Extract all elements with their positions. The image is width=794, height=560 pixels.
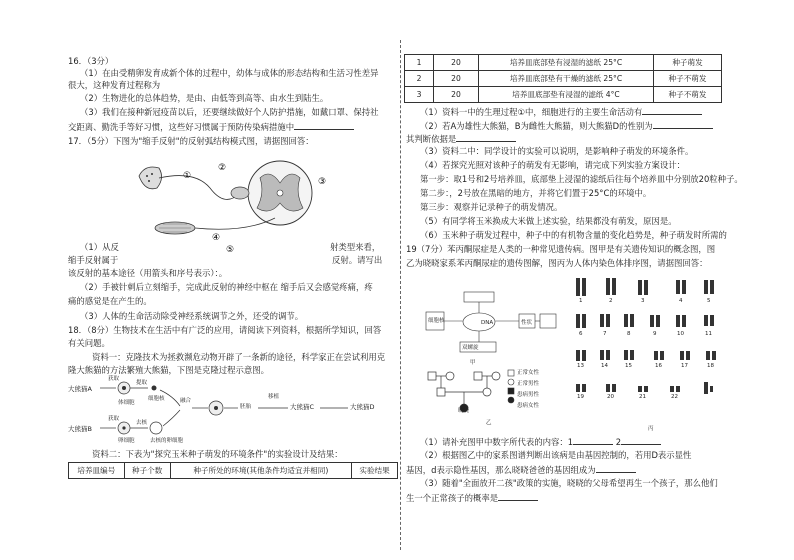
q18b-line6: 第一步：取1号和2号培养皿，底部垫上浸湿的滤纸后往每个培养皿中分别放20粒种子。 xyxy=(420,174,743,184)
q18b-line1: （1）资料一中的生理过程①中，细胞进行的主要生命活动有 xyxy=(420,106,702,118)
answer-blank[interactable] xyxy=(653,120,713,129)
q16-title: 16．（3分） xyxy=(68,56,114,66)
th-environment: 种子所处的环境(其他条件均适宜并相同) xyxy=(170,463,352,479)
q18b-line9: （5）有同学将玉米换成大米做上述实验，结果都没有萌发，原因是。 xyxy=(420,216,677,226)
answer-blank[interactable] xyxy=(596,464,636,473)
q18b-line10: （6）玉米种子萌发过程中，种子中的有机物含量的变化趋势是，种子萌发时所需的 xyxy=(420,230,727,240)
label-4: ④ xyxy=(212,233,221,243)
table-row: 2 20 培养皿底部垫有干燥的滤纸 25°C 种子不萌发 xyxy=(405,71,722,87)
get-label-1: 获取 xyxy=(108,376,120,382)
fig-yi-label: 乙 xyxy=(486,420,492,426)
q18b-line4: （3）资料二中：同学设计的实验可以说明，是影响种子萌发的环境条件。 xyxy=(420,146,694,156)
q16-line2: 很大，这种发育过程称为 xyxy=(68,80,161,90)
exam-page: 16．（3分） （1）在由受精卵发育成新个体的过程中，幼体与成体的形态结构和生活习性差异 很大，这种发育过程称为 （2）生物进化的总体趋势，是由、由低等到高等、由水生到陆生。 （3）我们在接种新冠疫苗以后，还要继续做好个人防护措施，如戴口罩、保持社 交距离、勤洗手等好习惯，这些好习惯属于预防传染病措施中 17．（5分）下图为"缩手反射"的反射弧结构模式图，请据图回答： ① ② ③ ④ ⑤ （1）从反 射类型来看， 缩手反射属于 反射。请写出 该反射的基本途径（用箭头和序号表示）：。 （2）手被针刺后立刻缩手，完成此反射的神经中枢在 缩手后又会感觉疼痛，疼 痛的感觉是在产生的。 （3）人体的生命活动除受神经系统调节之外，还受的调节。 18．（8分）生物技术在生活中有广泛的应用，请阅读下列资料，根据所学知识，回答 有关问题。 资料一：克隆技术为拯救濒危动物开辟了一条新的途径，科学家正在尝试利用克 隆大熊猫的方法繁殖大熊猫，下图是克隆过程示意图。 大熊猫A 大熊猫B 获取 获取 提取 去核 体细胞 细胞核 卵细胞 去核的卵细胞 融合 胚胎 移植 大熊猫C 大熊猫D 资料二：下表为"探究玉米种子萌发的环境条件"的实验设计及结果： 培养皿编号 种子个数 种子所处的环境(其他条件均适宜并相同) 实验结果 1 20 培养皿底部垫有浸湿的滤纸 25°C 种子萌发 2 20 培养皿底部垫有干燥的滤纸 25°C 种子不萌发 3 20 培养皿底部垫有浸湿的滤纸 4°C 种子不萌发 （1）资料一中的生理过程①中，细胞进行的主要生命活动有 （2）若A为雄性大熊猫，B为雌性大熊猫，则大熊猫D的性别为 其判断依据是 （3）资料二中：同学设计的实验可以说明，是影响种子萌发的环境条件。 （4）若探究光照对该种子的萌发有无影响，请完成下列实验方案设计： 第一步：取1号和2号培养皿，底部垫上浸湿的滤纸后往每个培养皿中分别放20粒种子。 第二步：，2号放在黑暗的地方，并将它们置于25°C的环境中。 第三步：观察并记录种子的萌发情况。 （5）有同学将玉米换成大米做上述实验，结果都没有萌发，原因是。 （6）玉米种子萌发过程中，种子中的有机物含量的变化趋势是，种子萌发时所需的 19（7分）苯丙酮尿症是人类的一种常见遗传病。图甲是有关遗传知识的概念图，图 乙为晓晓家系苯丙酮尿症的遗传图解，图丙为人体内染色体排序图，请据图回答： DNA 细胞核 性状 双螺旋 甲 正常女性 正常男性 患病男性 患病女性 晓晓 乙 1 2 3 4 5 6 7 8 9 10 11 13 14 15 16 17 18 19 20 21 22 丙 （1）请补充图甲中数字所代表的内容：1 2 （2）根据图乙中的家系图谱判断出该病是由基因控制的，若用D表示显性 基因，d表示隐性基因，那么晓晓爸爸的基因组成为 （3）随着"全面放开二孩"政策的实施，晓晓的父母希望再生一个孩子，那么他们 生一个正常孩子的概率是 xyxy=(0,0,794,560)
panda-b-label: 大熊猫B xyxy=(68,425,92,433)
q16-line4: （3）我们在接种新冠疫苗以后，还要继续做好个人防护措施，如戴口罩、保持社 xyxy=(80,107,379,117)
panda-a-label: 大熊猫A xyxy=(68,385,92,393)
concept-trait: 性状 xyxy=(521,320,533,326)
q18-material2: 资料二：下表为"探究玉米种子萌发的环境条件"的实验设计及结果： xyxy=(92,449,343,459)
q17-line3: 该反射的基本途径（用箭头和序号表示）：。 xyxy=(68,268,228,278)
q18-material1b: 隆大熊猫的方法繁殖大熊猫，下图是克隆过程示意图。 xyxy=(68,365,269,375)
q18-line2: 有关问题。 xyxy=(68,338,110,348)
legend-normal-male: 正常男性 xyxy=(517,381,540,387)
th-result: 实验结果 xyxy=(352,463,398,479)
nucleus-label: 细胞核 xyxy=(148,396,165,402)
somatic-label: 体细胞 xyxy=(118,400,135,406)
q19-line5: 基因，d表示隐性基因，那么晓晓爸爸的基因组成为 xyxy=(406,464,636,476)
q16-line5: 交距离、勤洗手等好习惯，这些好习惯属于预防传染病措施中 xyxy=(68,121,354,133)
q19-line7: 生一个正常孩子的概率是 xyxy=(406,492,538,504)
q19-line6: （3）随着"全面放开二孩"政策的实施，晓晓的父母希望再生一个孩子，那么他们 xyxy=(420,478,718,488)
get-label-2: 获取 xyxy=(108,416,120,422)
q19-line4: （2）根据图乙中的家系图谱判断出该病是由基因控制的，若用D表示显性 xyxy=(420,450,692,460)
answer-blank[interactable] xyxy=(642,106,702,115)
label-2: ② xyxy=(218,163,227,173)
legend-normal-female: 正常女性 xyxy=(517,370,540,376)
concept-dna: DNA xyxy=(481,320,494,326)
concept-nucleus: 细胞核 xyxy=(428,318,445,324)
q17-line2a: 缩手反射属于 xyxy=(68,255,119,265)
table-row: 1 20 培养皿底部垫有浸湿的滤纸 25°C 种子萌发 xyxy=(405,55,722,71)
q17-line2b: 反射。请写出 xyxy=(332,255,383,265)
panda-c-label: 大熊猫C xyxy=(290,403,315,411)
column-divider xyxy=(400,40,401,550)
oocyte-label: 卵细胞 xyxy=(118,438,135,444)
answer-blank[interactable] xyxy=(498,492,538,501)
label-5: ⑤ xyxy=(226,245,235,255)
table-row: 3 20 培养皿底部垫有浸湿的滤纸 4°C 种子不萌发 xyxy=(405,87,722,103)
transplant-label: 移植 xyxy=(268,394,280,400)
legend-affected-female: 患病女性 xyxy=(517,403,540,409)
label-3: ③ xyxy=(318,177,327,187)
q18b-line2: （2）若A为雄性大熊猫，B为雌性大熊猫，则大熊猫D的性别为 xyxy=(420,120,713,132)
fig-jia-label: 甲 xyxy=(470,360,476,366)
label-1: ① xyxy=(183,171,192,181)
answer-blank[interactable] xyxy=(456,133,516,142)
q17-title: 17．（5分）下图为"缩手反射"的反射弧结构模式图，请据图回答： xyxy=(68,136,314,146)
q18b-line3: 其判断依据是 xyxy=(406,133,516,145)
answer-blank[interactable] xyxy=(621,436,661,445)
q17-line6: （3）人体的生命活动除受神经系统调节之外，还受的调节。 xyxy=(80,311,304,321)
pedigree-xiaoxiao: 晓晓 xyxy=(458,408,470,414)
karyotype-bing xyxy=(566,270,728,420)
answer-blank[interactable] xyxy=(573,436,613,445)
q17-line1a: （1）从反 xyxy=(80,242,119,252)
th-dish: 培养皿编号 xyxy=(69,463,125,479)
q16-line1: （1）在由受精卵发育成新个体的过程中，幼体与成体的形态结构和生活习性差异 xyxy=(80,68,379,78)
q18b-line8: 第三步：观察并记录种子的萌发情况。 xyxy=(420,202,563,212)
answer-blank[interactable] xyxy=(294,121,354,130)
th-count: 种子个数 xyxy=(124,463,170,479)
fig-bing-label: 丙 xyxy=(648,426,654,432)
fusion-label: 融合 xyxy=(180,398,192,404)
panda-d-label: 大熊猫D xyxy=(350,403,375,411)
seed-table-body xyxy=(404,54,722,103)
seed-table-header xyxy=(68,462,398,479)
q18b-line7: 第二步：，2号放在黑暗的地方，并将它们置于25°C的环境中。 xyxy=(420,188,652,198)
cloning-arrows xyxy=(68,376,398,448)
embryo-label: 胚胎 xyxy=(240,404,252,410)
q18-title: 18．（8分）生物技术在生活中有广泛的应用，请阅读下列资料，根据所学知识，回答 xyxy=(68,325,382,335)
q18-material1a: 资料一：克隆技术为拯救濒危动物开辟了一条新的途径，科学家正在尝试利用克 xyxy=(92,352,386,362)
cloning-diagram xyxy=(68,376,398,448)
legend-affected-male: 患病男性 xyxy=(517,392,540,398)
q17-line4: （2）手被针刺后立刻缩手，完成此反射的神经中枢在 缩手后又会感觉疼痛，疼 xyxy=(80,282,373,292)
reflex-arc-diagram xyxy=(135,148,335,256)
q19-line3: （1）请补充图甲中数字所代表的内容：1 2 xyxy=(420,436,661,448)
q16-line3: （2）生物进化的总体趋势，是由、由低等到高等、由水生到陆生。 xyxy=(80,93,329,103)
q17-line1b: 射类型来看， xyxy=(330,242,381,252)
q19-line2: 乙为晓晓家系苯丙酮尿症的遗传图解，图丙为人体内染色体排序图，请据图回答： xyxy=(406,258,708,268)
extract-label: 提取 xyxy=(136,380,148,386)
enucleated-label: 去核的卵细胞 xyxy=(150,438,184,444)
q18b-line5: （4）若探究光照对该种子的萌发有无影响，请完成下列实验方案设计： xyxy=(420,160,685,170)
q19-line1: 19（7分）苯丙酮尿症是人类的一种常见遗传病。图甲是有关遗传知识的概念图，图 xyxy=(406,244,716,254)
concept-double-helix: 双螺旋 xyxy=(462,345,479,351)
q17-line5: 痛的感觉是在产生的。 xyxy=(68,296,152,306)
remove-nucleus-label: 去核 xyxy=(136,420,148,426)
